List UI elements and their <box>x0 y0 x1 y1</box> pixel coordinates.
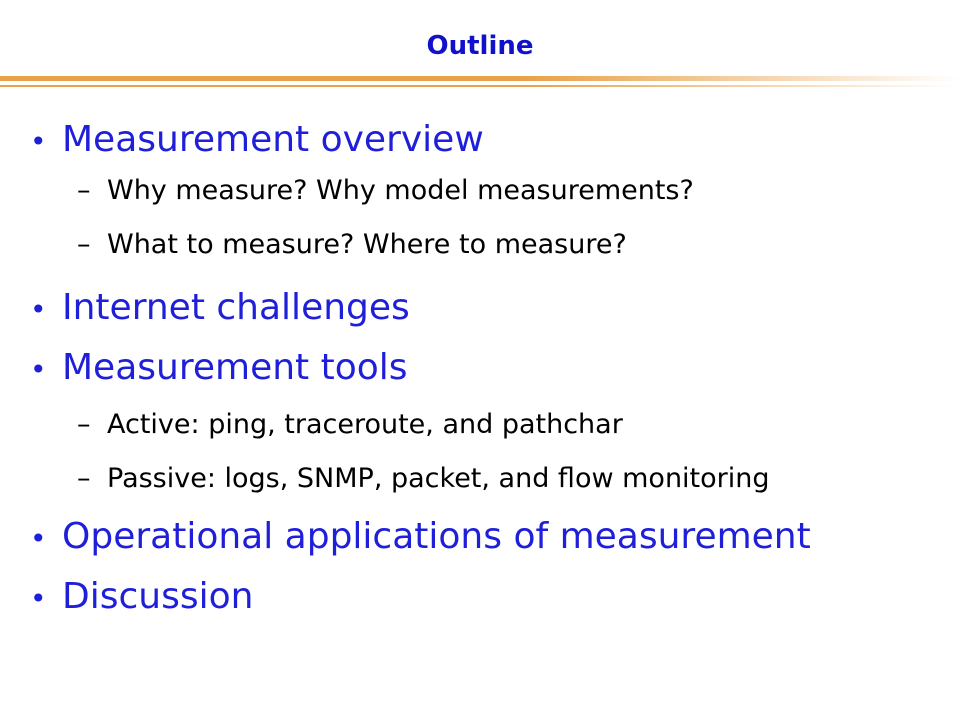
bullet-item-text: Measurement overview <box>62 119 484 160</box>
dash-glyph: – <box>77 229 91 260</box>
bullet-item-measurement-tools <box>30 343 408 395</box>
bullet-item-measurement-overview <box>30 115 484 167</box>
dash-glyph: – <box>77 463 91 494</box>
bullet-item-text: Internet challenges <box>62 287 410 328</box>
sub-item-text: Why measure? Why model measurements? <box>107 175 694 206</box>
bullet-item-text: Measurement tools <box>62 347 408 388</box>
bullet-item-text: Discussion <box>62 576 254 617</box>
sub-item-text: What to measure? Where to measure? <box>107 229 627 260</box>
sub-item-why-measure <box>77 171 694 211</box>
bullet-glyph: • <box>30 125 47 158</box>
title-rule-thick <box>0 76 960 81</box>
bullet-glyph: • <box>30 353 47 386</box>
bullet-glyph: • <box>30 522 47 555</box>
bullet-glyph: • <box>30 293 47 326</box>
sub-item-what-to-measure <box>77 225 627 265</box>
bullet-item-operational-applications <box>30 512 811 564</box>
bullet-item-internet-challenges <box>30 283 410 335</box>
bullet-item-text: Operational applications of measurement <box>62 516 811 557</box>
sub-item-text: Passive: logs, SNMP, packet, and flow monitoring <box>107 463 770 494</box>
slide-title: Outline <box>426 31 534 61</box>
dash-glyph: – <box>77 409 91 440</box>
bullet-item-discussion <box>30 572 253 624</box>
sub-item-passive-tools <box>77 459 770 499</box>
dash-glyph: – <box>77 175 91 206</box>
sub-item-text: Active: ping, traceroute, and pathchar <box>107 409 623 440</box>
bullet-glyph: • <box>30 582 47 615</box>
sub-item-active-tools <box>77 405 623 445</box>
title-rule-thin <box>0 85 960 87</box>
